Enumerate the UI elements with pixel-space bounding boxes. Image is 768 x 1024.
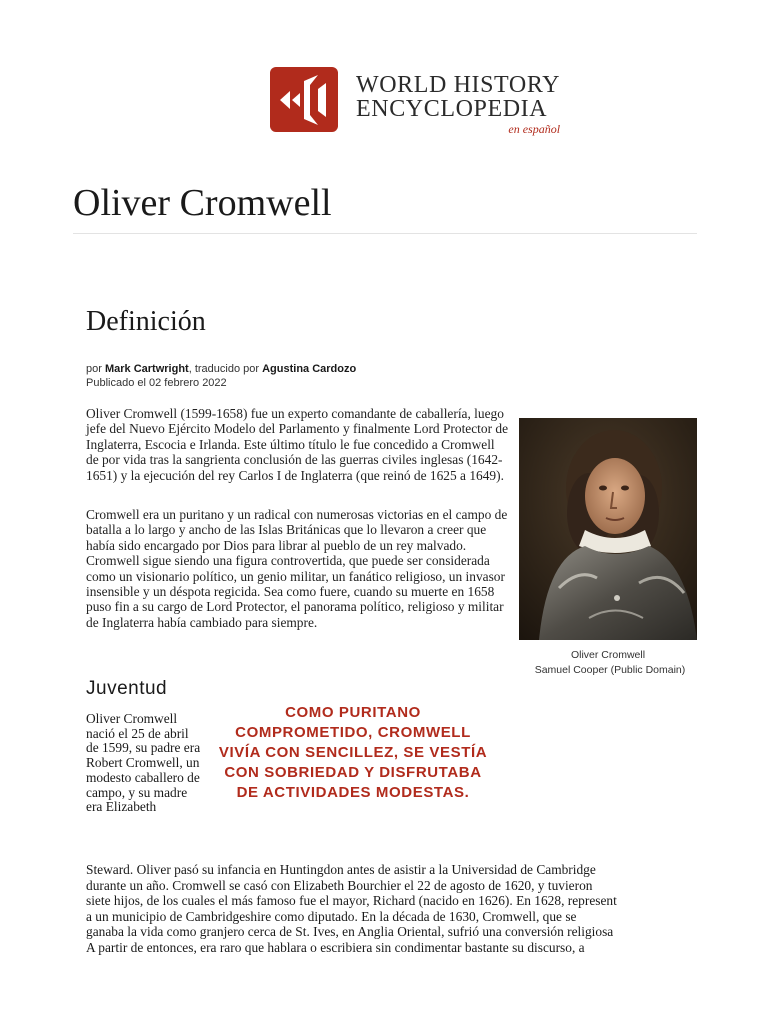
pull-quote: COMO PURITANO COMPROMETIDO, CROMWELL VIVÍA CON SENCILLEZ, SE VESTÍA CON SOBRIEDAD Y DISFRUTABA DE ACTIVIDADES MODESTAS.	[218, 704, 488, 801]
site-logo[interactable]	[270, 67, 560, 137]
juventud-line: durante un año. Cromwell se casó con Elizabeth Bourchier el 22 de agosto de 1620, y tuvieron	[86, 877, 593, 893]
logo-line-2: ENCYCLOPEDIA	[356, 96, 548, 122]
translator-link[interactable]: Agustina Cardozo	[262, 363, 357, 375]
juventud-paragraph-continued	[86, 862, 698, 955]
title-divider	[73, 233, 697, 234]
portrait-image[interactable]	[519, 418, 697, 640]
publish-date: Publicado el 02 febrero 2022	[86, 377, 227, 389]
juventud-line: Steward. Oliver pasó su infancia en Huntingdon antes de asistir a la Universidad de Cambridge	[86, 862, 596, 877]
caption-credit: Samuel Cooper (Public Domain)	[534, 664, 686, 676]
figure-caption	[519, 648, 697, 678]
juventud-line: A partir de entonces, era raro que hablara o escribiera sin condimentar bastante su discurso, a	[86, 939, 585, 955]
byline-authors	[86, 362, 356, 376]
paragraph-1: Oliver Cromwell (1599-1658) fue un experto comandante de caballería, luego jefe del Nuevo Ejército Modelo del Parlamento y finalmente Lord Protector de Inglaterra, Escocia e Irlanda. Este último título le fue concedido a Cromwell de por vida tras la sangrienta conclusión de las guerras civiles inglesas (1642-1651) y la ejecución del rey Carlos I de Inglaterra (que reinó de 1625 a 1649).	[86, 406, 509, 483]
byline	[86, 362, 356, 390]
juventud-paragraph-start: Oliver Cromwell nació el 25 de abril de 1599, su padre era Robert Cromwell, un modesto caballero de campo, y su madre era Elizabeth	[86, 711, 201, 815]
logo-emblem-icon	[270, 67, 338, 132]
juventud-line: a un municipio de Cambridgeshire como diputado. En la década de 1630, Cromwell, que se	[86, 908, 577, 924]
juventud-line: siete hijos, de los cuales el más famoso fue el mayor, Richard (nacido en 1626). En 1628, represent	[86, 893, 617, 908]
logo-subtitle: en español	[508, 122, 561, 136]
juventud-heading: Juventud	[86, 678, 168, 699]
juventud-line: ganaba la vida como granjero cerca de St. Ives, en Anglia Oriental, sufrió una conversión religiosa	[86, 924, 614, 939]
paragraph-2: Cromwell era un puritano y un radical con numerosas victorias en el campo de batalla a lo largo y ancho de las Islas Británicas que lo llevaron a creer que había sido encargado por Dios para librar al pueblo de un rey malvado. Cromwell sigue siendo una figura controvertida, que puede ser considerada como un visionario político, un genio militar, un fanático religioso, un invasor insensible y un déspota regicida. Sea como fuere, cuando su muerte en 1658 puso fin a su cargo de Lord Protector, el panorama político, religioso y militar de Inglaterra había cambiado para siempre.	[86, 507, 508, 630]
page-title: Oliver Cromwell	[73, 182, 332, 224]
translated-prefix: , traducido por	[188, 363, 263, 375]
logo-wordmark	[356, 73, 560, 137]
author-link[interactable]: Mark Cartwright	[104, 363, 189, 375]
section-heading: Definición	[86, 306, 206, 337]
by-prefix: por	[86, 363, 105, 375]
caption-title: Oliver Cromwell	[570, 649, 646, 661]
logo-line-1: WORLD HISTORY	[356, 72, 561, 98]
